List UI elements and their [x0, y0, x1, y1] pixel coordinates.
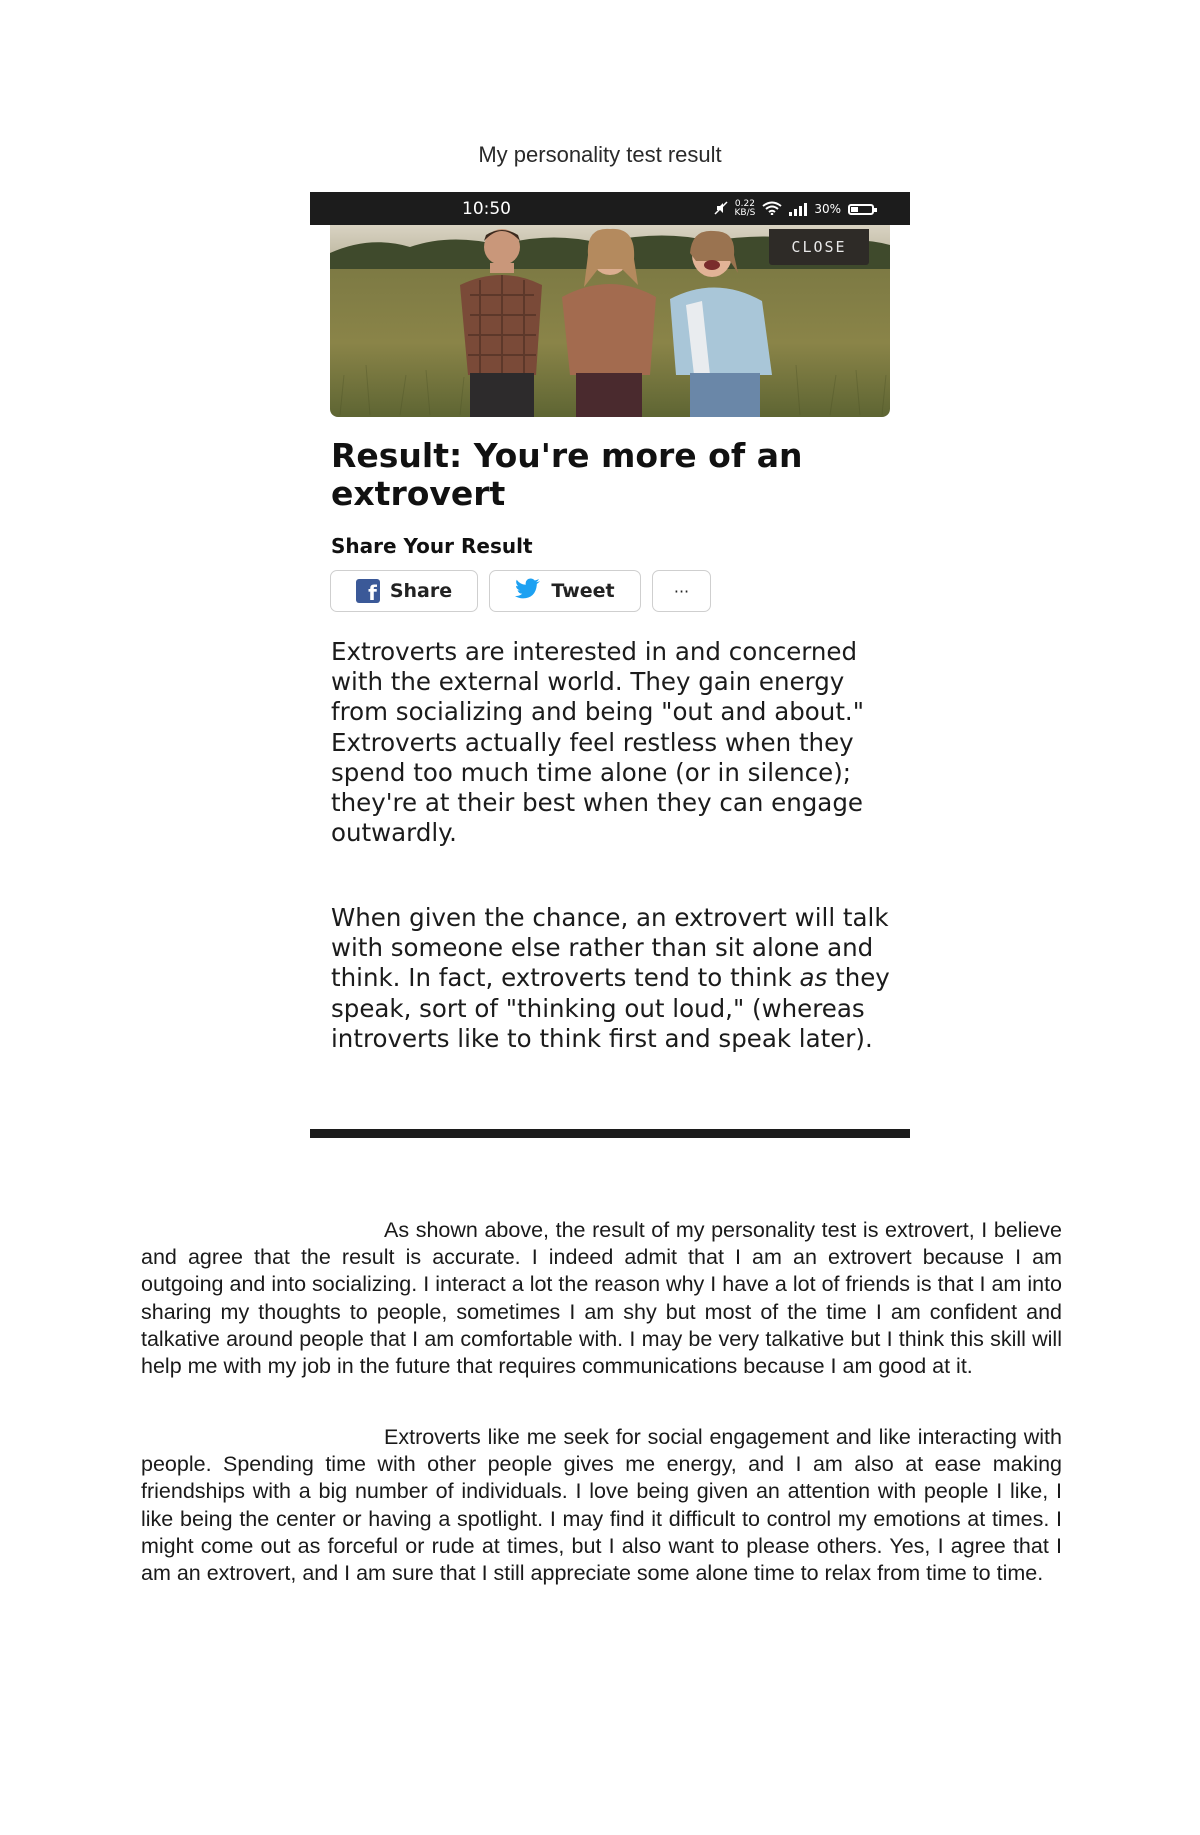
wifi-icon: [762, 201, 782, 218]
quiz-result-screenshot: [310, 192, 910, 1138]
document-caption: My personality test result: [478, 142, 722, 167]
facebook-share-button[interactable]: [330, 570, 478, 612]
status-icons: [714, 198, 875, 220]
battery-percent: 30%: [814, 202, 841, 216]
net-speed: [735, 200, 756, 218]
description-paragraph-1: Extroverts are interested in and concerned with the external world. They gain energy from socializing and being "out and about." Extroverts actually feel restless when they spend too much time alone (or in silence); they're at their best when they can engage outwardly.: [331, 637, 864, 848]
status-time: 10:50: [462, 199, 511, 219]
result-title: Result: You're more of an extrovert: [331, 436, 803, 513]
description-paragraph-2: [331, 903, 896, 1054]
mute-icon: [714, 201, 728, 218]
signal-icon: [789, 202, 807, 216]
share-heading: Share Your Result: [331, 534, 533, 558]
essay-paragraph-2: [141, 1424, 1062, 1587]
essay-text: As shown above, the result of my personality test is extrovert, I believe and agree that the result is accurate. I indeed admit that I am an extrovert because I am outgoing and into socializing. I interact a lot the reason why I have a lot of friends is that I am into sharing my thoughts to people, sometimes I am shy but most of the time I am confident and talkative around people that I am comfortable with. I may be very talkative but I think this skill will help me with my job in the future that requires communications because I am good at it.: [141, 1218, 1062, 1379]
essay-paragraph-1: [141, 1217, 1062, 1380]
essay-text: Extroverts like me seek for social engagement and like interacting with people. Spending time with other people gives me energy, and I am also at ease making friendships with a big number of individuals. I love being given an attention with people I like, I like being the center or having a spotlight. I may find it difficult to control my emotions at times. I might come out as forceful or rude at times, but I also want to please others. Yes, I agree that I am an extrovert, and I am sure that I still appreciate some alone time to relax from time to time.: [141, 1425, 1062, 1586]
twitter-tweet-button[interactable]: [489, 570, 641, 612]
more-share-button[interactable]: ···: [652, 570, 711, 612]
close-button[interactable]: CLOSE: [769, 229, 869, 265]
facebook-share-label: Share: [389, 580, 453, 602]
net-speed-value: 0.22: [734, 199, 755, 209]
bottom-bar: [310, 1129, 910, 1138]
description-text: When given the chance, an extrovert will talk with someone else rather than sit alone and think. In fact, extroverts tend to think: [331, 903, 889, 993]
twitter-icon: [515, 578, 541, 605]
battery-icon: [848, 204, 874, 215]
share-buttons: [330, 570, 711, 614]
twitter-tweet-label: Tweet: [551, 580, 615, 602]
description-emphasis: as: [799, 963, 828, 993]
status-bar: [310, 192, 910, 225]
net-speed-unit: KB/S: [734, 208, 756, 218]
description-text: they speak, sort of "thinking out loud," (whereas introverts like to think first and speak later).: [331, 963, 890, 1053]
facebook-icon: [356, 579, 380, 603]
